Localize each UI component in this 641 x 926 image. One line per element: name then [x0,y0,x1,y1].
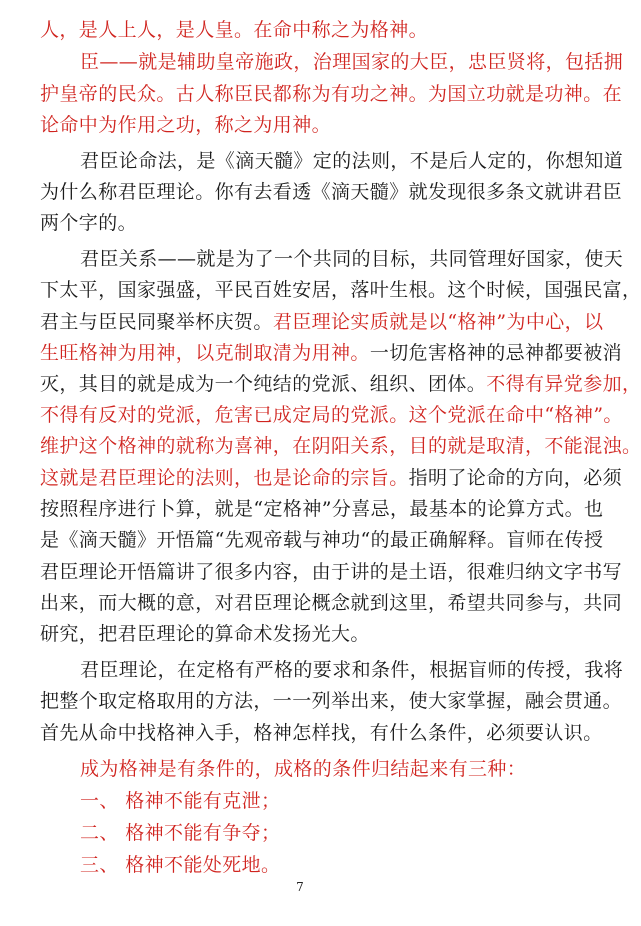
highlighted-text: 这就是君臣理论的法则，也是论命的宗旨。 [40,467,409,489]
body-text-span: 下太平，国家强盛，平民百姓安居，落叶生根。这个时候，国强民富， [40,279,641,301]
highlighted-text: 臣——就是辅助皇帝施政，治理国家的大臣，忠臣贤将，包括拥 [80,51,624,73]
highlighted-text: 不得有反对的党派，危害已成定局的党派。这个党派在命中“格神”。 [40,404,623,426]
highlighted-text: 论命中为作用之功，称之为用神。 [40,114,332,136]
text-line [40,209,137,237]
body-text-span: 是《滴天髓》开悟篇“先观帝载与神功“的最正确解释。盲师在传授 [40,529,604,551]
body-text-span: 一切危害格神的忌神都要被消 [369,342,623,364]
text-line [40,620,370,648]
text-line [80,819,280,847]
highlighted-text: 生旺格神为用神，以克制取清为用神。 [40,342,370,364]
highlighted-text: 二、 格神不能有争夺； [80,822,281,844]
body-text-span: 灭，其目的就是成为一个纯结的党派、组织、团体。 [40,373,487,395]
body-text-span: 把整个取定格取用的方法，一一列举出来，使大家掌握，融会贯通。 [40,690,623,712]
text-line [80,787,280,815]
text-line [40,16,428,44]
text-line [40,719,603,747]
highlighted-text: 三、 格神不能处死地。 [80,854,281,876]
text-line [40,111,331,139]
text-line [40,276,641,304]
text-line [40,558,622,586]
body-text-span: 君主与臣民同聚举杯庆贺。 [40,311,273,333]
text-line [40,464,622,492]
body-text-span: 出来，而大概的意，对君臣理论概念就到这里，希望共同参与，共同 [40,592,623,614]
text-line [40,178,622,206]
page-number: 7 [296,880,304,894]
body-text-span: 按照程序进行卜算，就是“定格神”分喜忌，最基本的论算方式。也 [40,498,604,520]
text-line [80,147,623,175]
highlighted-text: 人，是人上人，是人皇。在命中称之为格神。 [40,19,429,41]
text-line [80,656,623,684]
text-line [40,589,622,617]
text-line [40,370,641,398]
body-text-span: 研究，把君臣理论的算命术发扬光大。 [40,623,370,645]
highlighted-text: 成为格神是有条件的，成格的条件归结起来有三种： [80,758,527,780]
text-line [40,495,603,523]
body-text-span: 两个字的。 [40,212,138,234]
body-text-span: 指明了论命的方向，必须 [408,467,623,489]
text-line [80,245,623,273]
text-line [40,339,622,367]
highlighted-text: 护皇帝的民众。古人称臣民都称为有功之神。为国立功就是功神。在 [40,83,623,105]
body-text-span: 君臣论命法，是《滴天髓》定的法则，不是后人定的，你想知道 [80,150,624,172]
body-text-span: 君臣关系——就是为了一个共同的目标，共同管理好国家，使天 [80,248,624,270]
text-line [80,755,526,783]
highlighted-text: 君臣理论实质就是以“格神”为中心，以 [272,311,604,333]
text-line [80,48,623,76]
highlighted-text: 维护这个格神的就称为喜神，在阴阳关系，目的就是取清，不能混浊。 [40,435,641,457]
text-line [40,308,603,336]
body-text-span: 君臣理论开悟篇讲了很多内容，由于讲的是土语，很难归纳文字书写 [40,561,623,583]
body-text-span: 首先从命中找格神入手，格神怎样找，有什么条件，必须要认识。 [40,722,603,744]
text-line [40,432,641,460]
text-line [40,526,603,554]
highlighted-text: 一、 格神不能有克泄； [80,790,281,812]
text-line [80,851,280,879]
text-line [40,80,622,108]
text-line [40,401,623,429]
body-text-span: 为什么称君臣理论。你有去看透《滴天髓》就发现很多条文就讲君臣 [40,181,623,203]
body-text-span: 君臣理论，在定格有严格的要求和条件，根据盲师的传授，我将 [80,659,624,681]
text-line [40,687,622,715]
highlighted-text: 不得有异党参加， [486,373,641,395]
